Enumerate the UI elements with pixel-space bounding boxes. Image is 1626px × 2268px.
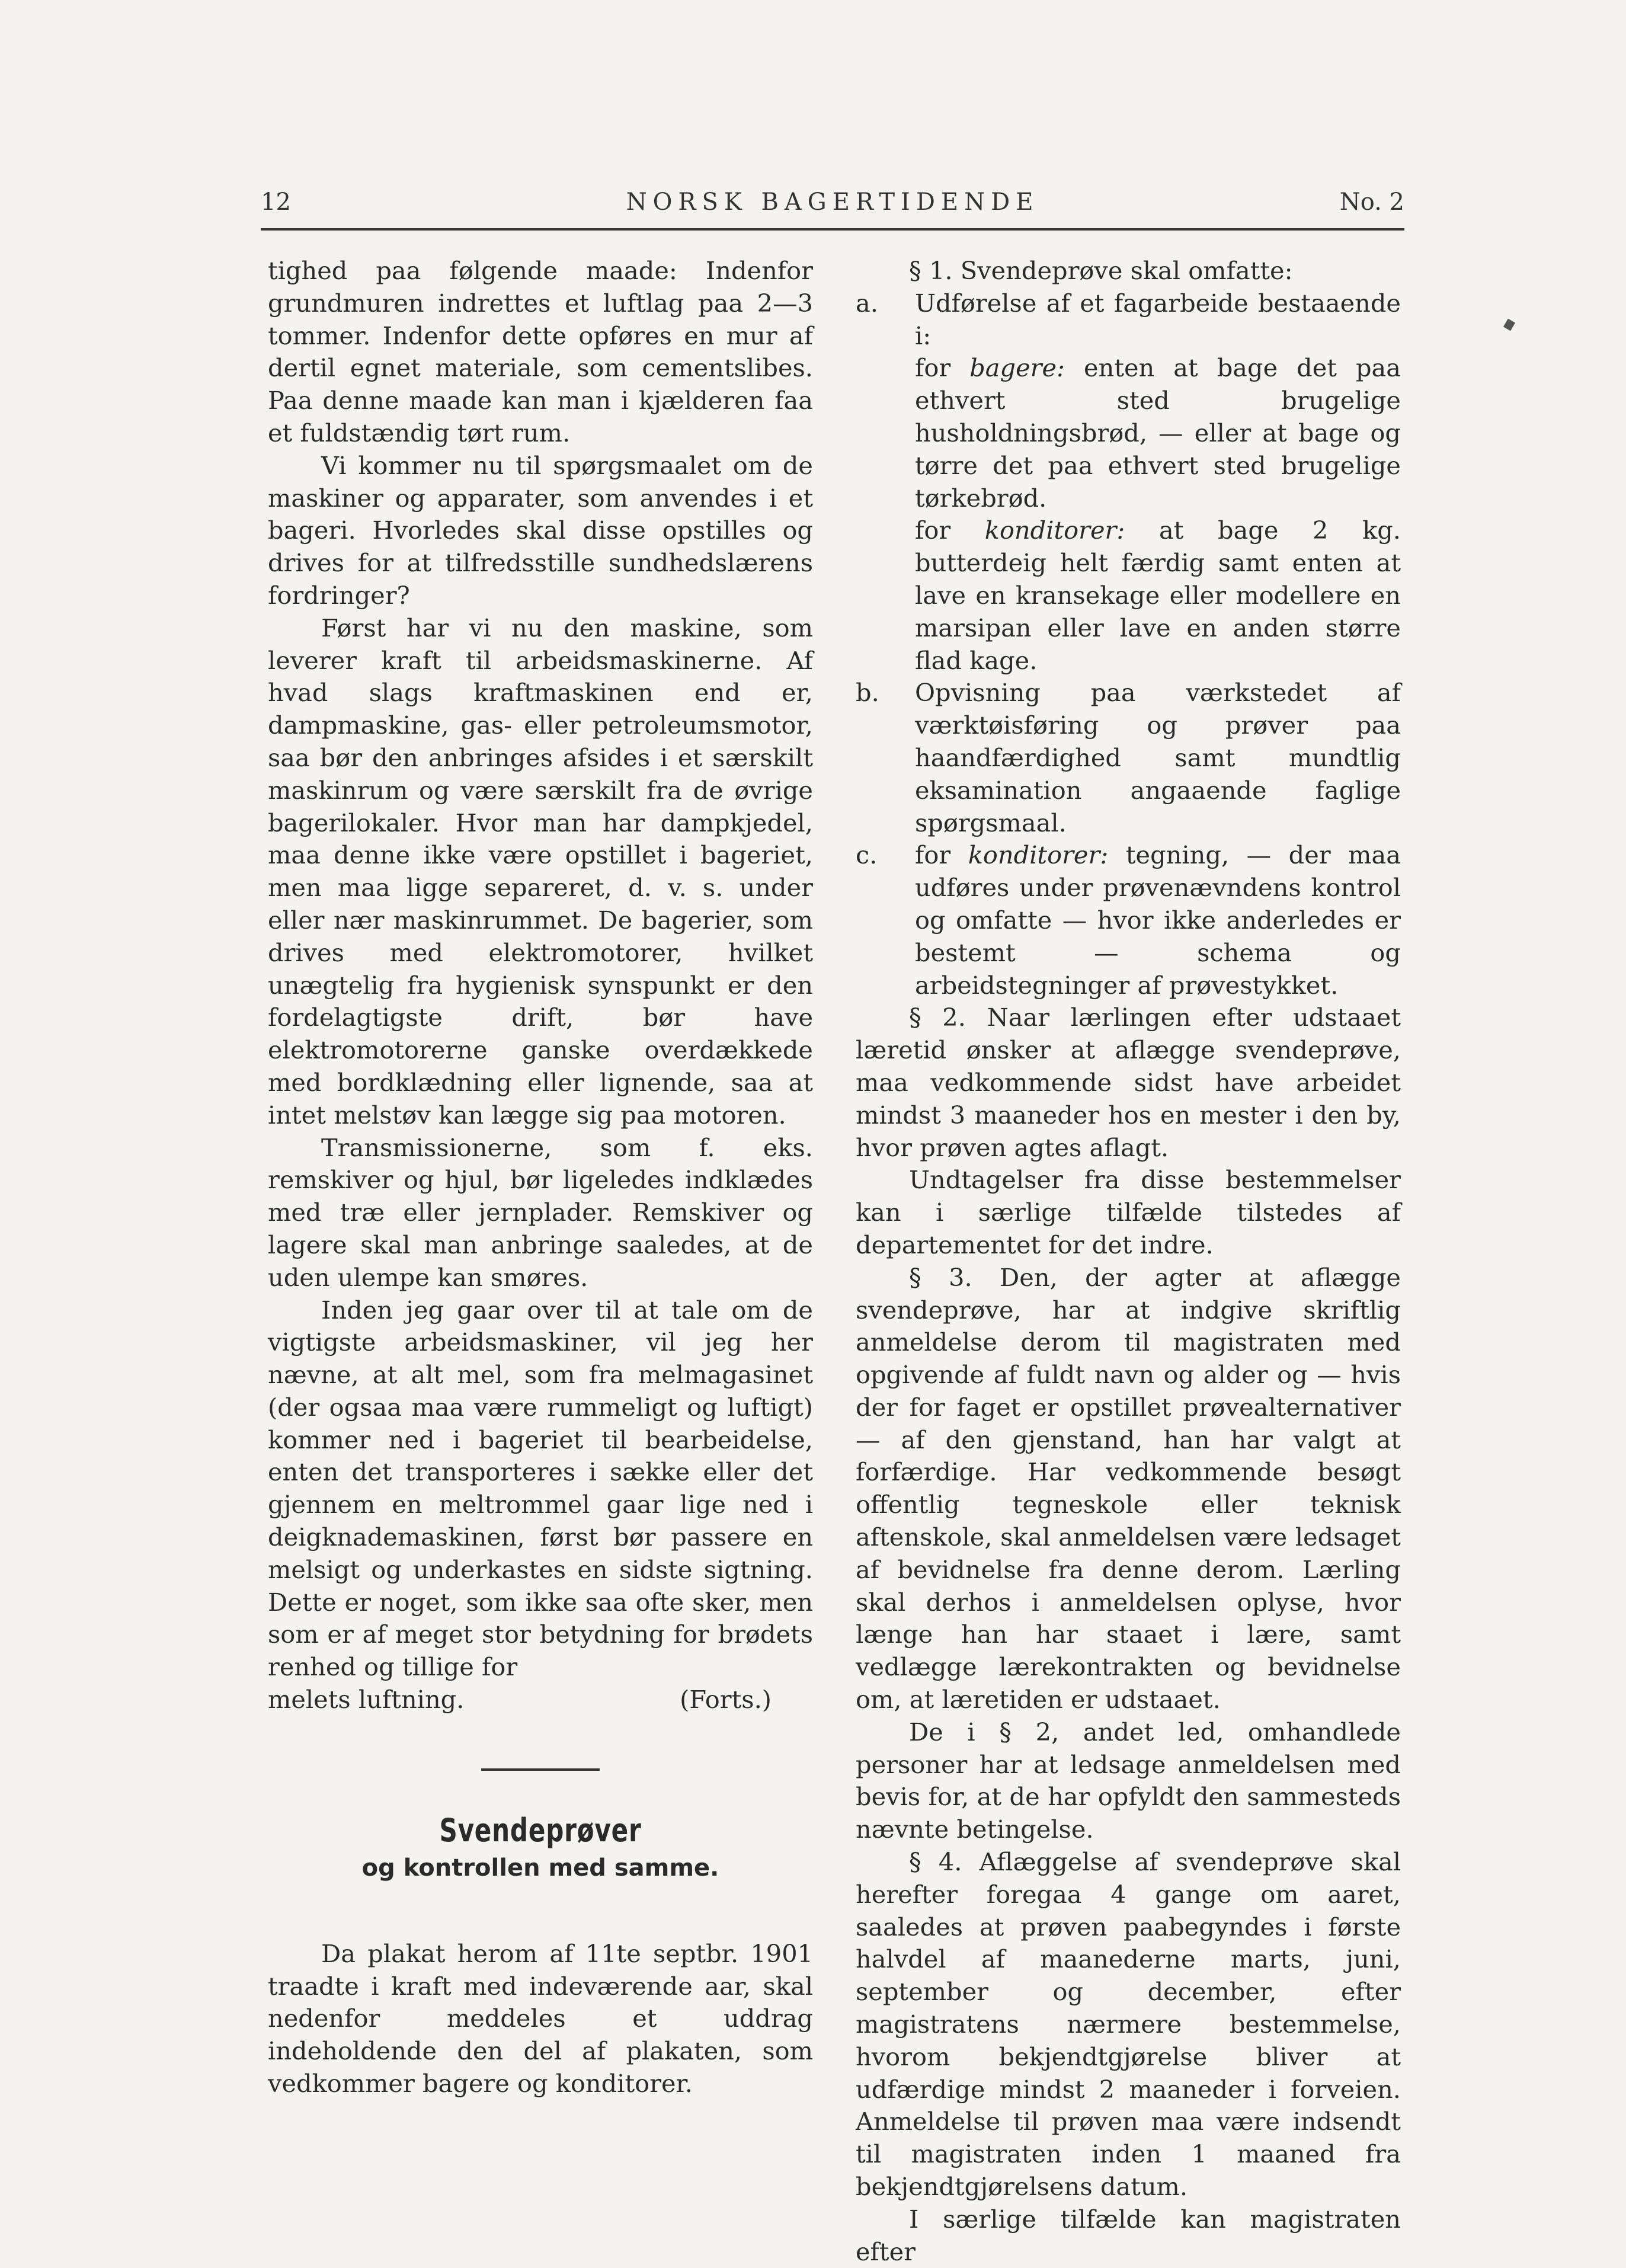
paragraph: § 4. Aflæggelse af svendeprøve skal herefter foregaa 4 gange om aaret, saaledes at prøven paabegyndes i første halvdel af maanederne marts, juni, september og december, efter magistratens nærmere bestemmelse, hvorom bekjendtgjørelse bliver at udfærdige mindst 2 maaneder i forveien. Anmeldelse til prøven maa være indsendt til magistraten inden 1 maaned fra bekjendtgjørelsens datum. (856, 1847, 1401, 2202)
paragraph: § 3. Den, der agter at aflægge svendeprøve, har at indgive skriftlig anmeldelse derom til magistraten med opgivende af fuldt navn og alder og — hvis der for faget er opstillet prøvealternativer — af den gjenstand, han har valgt at forfærdige. Har vedkommende besøgt offentlig tegneskole eller teknisk aftenskole, skal anmeldelsen være ledsaget af bevidnelse fra denne derom. Lærling skal derhos i anmeldelsen oplyse, hvor længe han har staaet i lære, samt vedlægge lærekontrakten og bevidnelse om, at læretiden er udstaaet. (856, 1262, 1401, 1714)
continued-note: (Forts.) (680, 1685, 772, 1714)
list-a (856, 287, 1401, 1002)
page-number: 12 (261, 188, 291, 216)
article-title: Svendeprøver (439, 1811, 642, 1849)
list-label: b. (856, 678, 879, 708)
list-item (856, 839, 1401, 1002)
list-item (856, 287, 1401, 353)
paragraph: I særlige tilfælde kan magistraten efter (856, 2204, 1401, 2266)
issue-number: No. 2 (1339, 188, 1404, 216)
left-column (268, 255, 813, 2100)
paragraph-end (268, 1684, 813, 1716)
paragraph: tighed paa følgende maade: Indenfor grundmuren indrettes et luftlag paa 2—3 tommer. Indenfor dette opføres en mur af dertil egnet materiale, som cementslibes. Paa denne maade kan man i kjælderen faa et fuldstændig tørt rum. (268, 256, 813, 447)
article-subtitle: og kontrollen med samme. (361, 1854, 719, 1882)
paragraph: Transmissionerne, som f. eks. remskiver og hjul, bør ligeledes indklædes med træ eller jernplader. Remskiver og lagere skal man anbringe saaledes, at de uden ulempe kan smøres. (268, 1133, 813, 1292)
paragraph: Først har vi nu den maskine, som leverer kraft til arbeidsmaskinerne. Af hvad slags kraftmaskinen end er, dampmaskine, gas- eller petroleumsmotor, saa bør den anbringes afsides i et særskilt maskinrum og være særskilt fra de øvrige bagerilokaler. Hvor man har dampkjedel, maa denne ikke være opstillet i bageriet, men maa ligge separeret, d. v. s. under eller nær maskinrummet. De bagerier, som drives med elektromotorer, hvilket unægtelig fra hygienisk synspunkt er den fordelagtigste drift, bør have elektromotorerne ganske overdækkede med bordklædning eller lignende, saa at intet melstøv kan lægge sig paa motoren. (268, 613, 813, 1130)
list-text: Udførelse af et fagarbeide bestaaende i: (915, 288, 1401, 350)
paragraph: Inden jeg gaar over til at tale om de vigtigste arbeidsmaskiner, vil jeg her nævne, at alt mel, som fra melmagasinet (der ogsaa maa være rummeligt og luftigt) kommer ned i bageriet til bearbeidelse, enten det transporteres i sække eller det gjennem en meltrommel gaar lige ned i deigknademaskinen, først bør passere en melsigt og underkastes en sidste sigtning. Dette er noget, som ikke saa ofte sker, men som er af meget stor betydning for brødets renhed og tillige for (268, 1295, 813, 1682)
header-rule (261, 228, 1404, 231)
ink-speck (1503, 319, 1515, 331)
list-label: a. (856, 288, 878, 318)
paragraph: Da plakat herom af 11te septbr. 1901 traadte i kraft med indeværende aar, skal nedenfor meddeles et uddrag indeholdende den del af plakaten, som vedkommer bagere og konditorer. (268, 1938, 813, 2099)
list-item (856, 677, 1401, 839)
right-column (856, 255, 1401, 2268)
paragraph-last-line: melets luftning. (268, 1685, 465, 1714)
paragraph: De i § 2, andet led, omhandlede personer har at ledsage anmeldelsen med bevis for, at de har opfyldt den sammesteds nævnte betingelse. (856, 1717, 1401, 1844)
paragraph: § 2. Naar lærlingen efter udstaaet læretid ønsker at aflægge svendeprøve, maa vedkommende sidst have arbeidet mindst 3 maaneder hos en mester i den by, hvor prøven agtes aflagt. (856, 1003, 1401, 1162)
publication-title: NORSK BAGERTIDENDE (626, 188, 1039, 216)
list-text: Opvisning paa værkstedet af værktøisføring og prøver paa haandfærdighed samt mundtlig eksamination angaaende faglige spørgsmaal. (915, 678, 1401, 837)
paragraph: Vi kommer nu til spørgsmaalet om de maskiner og apparater, som anvendes i et bageri. Hvorledes skal disse opstilles og drives for at tilfredsstille sundhedslærens fordringer? (268, 450, 813, 610)
section-heading: § 1. Svendeprøve skal omfatte: (909, 256, 1293, 285)
list-label: c. (856, 840, 878, 870)
sub-item: for bagere: enten at bage det paa ethvert sted brugelige husholdningsbrød, — eller at bage og tørre det paa ethvert sted brugelige tørkebrød. (915, 353, 1401, 513)
list-text: for konditorer: tegning, — der maa udføres under prøvenævndens kontrol og omfatte — hvor ikke anderledes er bestemt — schema og arbeidstegninger af prøvestykket. (915, 840, 1401, 1000)
page-header (261, 188, 1404, 224)
paragraph: Undtagelser fra disse bestemmelser kan i særlige tilfælde tilstedes af departementet for det indre. (856, 1165, 1401, 1259)
sub-item: for konditorer: at bage 2 kg. butterdeig helt færdig samt enten at lave en kransekage eller modellere en marsipan eller lave en anden større flad kage. (915, 516, 1401, 675)
section-divider (481, 1768, 600, 1771)
